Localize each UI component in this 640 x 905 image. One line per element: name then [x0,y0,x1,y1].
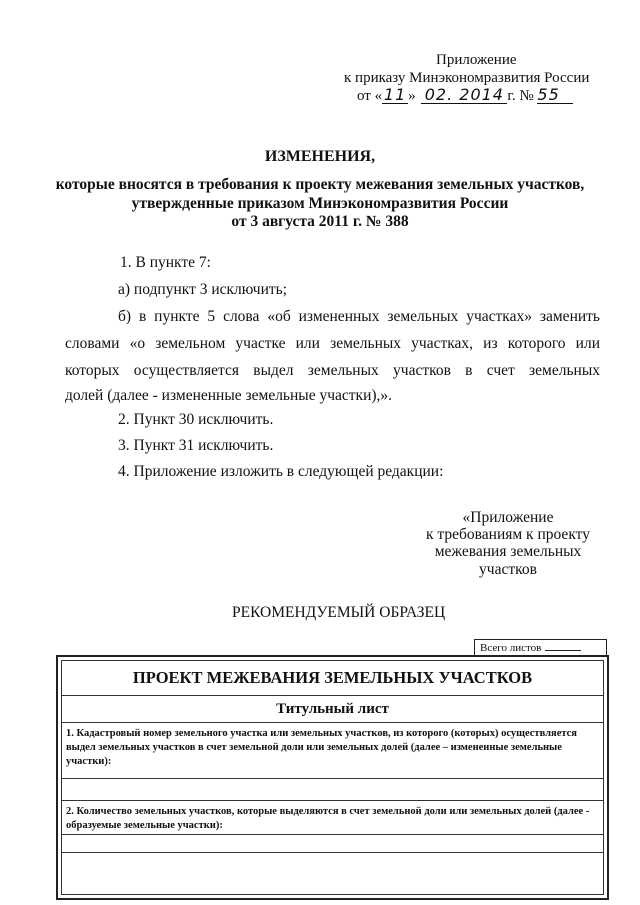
date-close-quote: » [408,88,416,104]
sample-label: РЕКОМЕНДУЕМЫЙ ОБРАЗЕЦ [232,604,446,621]
appendix-line-1: «Приложение [462,509,554,526]
form-title: ПРОЕКТ МЕЖЕВАНИЯ ЗЕМЕЛЬНЫХ УЧАСТКОВ [62,661,603,696]
form-inner-border [61,660,604,895]
date-prefix: от « [357,88,383,104]
clause-3: 3. Пункт 31 исключить. [118,437,274,454]
year-number-suffix: г. № [507,88,534,104]
order-reference: к приказу Минэкономразвития России [344,70,590,86]
document-title: ИЗМЕНЕНИЯ, [264,148,376,165]
clause-2: 2. Пункт 30 исключить. [118,411,274,428]
handwritten-order-number: 55 [537,87,573,104]
total-sheets-blank [545,640,581,651]
form-item-1-label: 1. Кадастровый номер земельного участка или земельных участков, из которого (которых) осуществляется выдел земельных участков в счет земельной доли или земельных долей (далее – измененные земельные участки): [66,728,577,767]
clause-1b-line-2: словами «о земельном участке или земельных участках, из которого или [65,335,600,352]
heading-line-2: утвержденные приказом Минэкономразвития России [131,195,509,212]
form-subtitle: Титульный лист [62,696,603,723]
form-item-2-answer [62,835,603,853]
appendix-header-label: Приложение [436,52,517,68]
appendix-line-2: к требованиям к проекту [426,526,590,543]
order-date-line [357,87,573,105]
form-item-2-row [62,801,603,835]
clause-1b-line-4: долей (далее - измененные земельные участки),». [65,387,393,404]
handwritten-month-year: 02. 2014 [421,87,507,104]
total-sheets-label: Всего листов [480,642,542,654]
form-item-1-row [62,723,603,779]
form-item-1-answer [62,779,603,801]
form-item-2-label: 2. Количество земельных участков, которые выделяются в счет земельной доли или земельных долей (далее - образуемые земельные участки): [66,806,590,831]
heading-line-1: которые вносятся в требования к проекту межевания земельных участков, [55,176,585,193]
title-sheet-form [56,655,609,900]
clause-1b-line-1: б) в пункте 5 слова «об измененных земельных участках» заменить [118,308,600,325]
clause-4: 4. Приложение изложить в следующей редакции: [118,463,444,480]
clause-1a: а) подпункт 3 исключить; [118,281,288,298]
handwritten-day: 11 [383,85,407,104]
total-sheets-box [474,639,607,656]
heading-line-3: от 3 августа 2011 г. № 388 [231,213,409,230]
appendix-line-3: межевания земельных [434,543,582,560]
appendix-line-4: участков [479,561,537,578]
clause-1b-line-3: которых осуществляется выдел земельных участков в счет земельных [65,362,600,379]
clause-1: 1. В пункте 7: [120,254,211,271]
